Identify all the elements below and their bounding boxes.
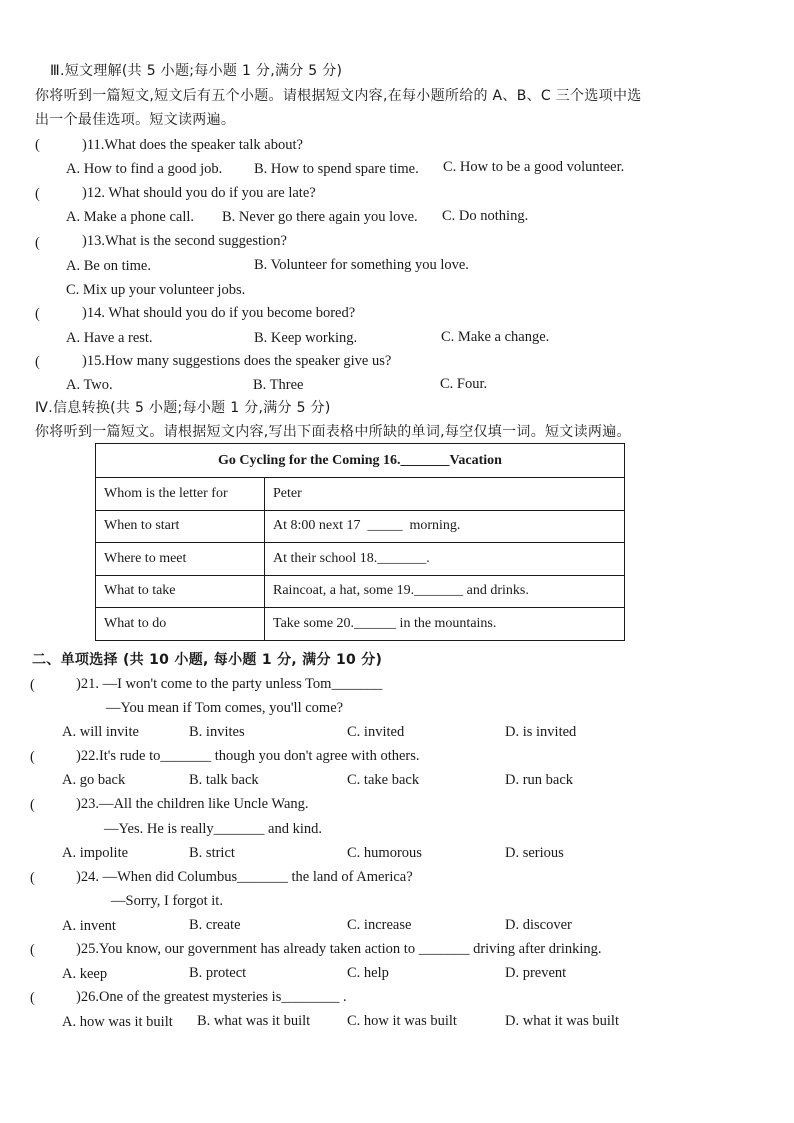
q22-option-d[interactable]: D. run back — [505, 772, 574, 788]
q26-option-c[interactable]: C. how it was built — [347, 1013, 457, 1029]
question-26: )26.One of the greatest mysteries is________ . — [76, 989, 347, 1005]
question-21: )21. —I won't come to the party unless Tom_______ — [76, 676, 383, 692]
table-title: Go Cycling for the Coming 16._______Vacation — [96, 444, 625, 478]
q25-option-c[interactable]: C. help — [347, 965, 389, 981]
row-value: Peter — [265, 478, 625, 511]
row-label: What to take — [96, 575, 265, 608]
q14-option-b[interactable]: B. Keep working. — [254, 330, 358, 346]
part3-heading: Ⅲ.短文理解(共 5 小题;每小题 1 分,满分 5 分) — [50, 63, 343, 79]
answer-bracket[interactable]: ( — [30, 797, 35, 813]
question-15: )15.How many suggestions does the speaker give us? — [82, 353, 392, 369]
question-23: )23.—All the children like Uncle Wang. — [76, 796, 309, 812]
q21-option-b[interactable]: B. invites — [189, 724, 245, 740]
row-value[interactable]: At 8:00 next 17 _____ morning. — [265, 510, 625, 543]
q11-option-b[interactable]: B. How to spend spare time. — [254, 161, 419, 177]
info-table — [95, 443, 625, 641]
question-12: )12. What should you do if you are late? — [82, 185, 316, 201]
question-22: )22.It's rude to_______ though you don't agree with others. — [76, 748, 420, 764]
q24-option-d[interactable]: D. discover — [505, 917, 572, 933]
q13-option-a[interactable]: A. Be on time. — [66, 258, 151, 274]
q11-option-a[interactable]: A. How to find a good job. — [66, 161, 223, 177]
table-row — [96, 608, 625, 641]
question-11: )11.What does the speaker talk about? — [82, 137, 303, 153]
row-label: When to start — [96, 510, 265, 543]
question-21-line2: —You mean if Tom comes, you'll come? — [106, 700, 344, 716]
q23-option-d[interactable]: D. serious — [505, 845, 564, 861]
q22-option-a[interactable]: A. go back — [62, 772, 126, 788]
q14-option-c[interactable]: C. Make a change. — [441, 329, 550, 345]
q11-option-c[interactable]: C. How to be a good volunteer. — [443, 159, 625, 175]
q13-option-b[interactable]: B. Volunteer for something you love. — [254, 257, 469, 273]
row-value[interactable]: At their school 18._______. — [265, 543, 625, 576]
q23-option-a[interactable]: A. impolite — [62, 845, 129, 861]
q26-option-b[interactable]: B. what was it built — [197, 1013, 311, 1029]
table-row — [96, 575, 625, 608]
row-value[interactable]: Raincoat, a hat, some 19._______ and drinks. — [265, 575, 625, 608]
q15-option-b[interactable]: B. Three — [253, 377, 304, 393]
row-value[interactable]: Take some 20.______ in the mountains. — [265, 608, 625, 641]
part3-instructions-line1: 你将听到一篇短文,短文后有五个小题。请根据短文内容,在每小题所给的 A、B、C 三个选项中选 — [35, 88, 642, 104]
row-label: Whom is the letter for — [96, 478, 265, 511]
q15-option-a[interactable]: A. Two. — [66, 377, 113, 393]
answer-bracket[interactable]: ( — [35, 186, 40, 202]
answer-bracket[interactable]: ( — [35, 137, 40, 153]
q14-option-a[interactable]: A. Have a rest. — [66, 330, 153, 346]
answer-bracket[interactable]: ( — [35, 235, 40, 251]
q12-option-b[interactable]: B. Never go there again you love. — [222, 209, 418, 225]
table-row — [96, 543, 625, 576]
q23-option-c[interactable]: C. humorous — [347, 845, 422, 861]
question-13: )13.What is the second suggestion? — [82, 233, 287, 249]
q15-option-c[interactable]: C. Four. — [440, 376, 488, 392]
section2-heading: 二、单项选择 (共 10 小题, 每小题 1 分, 满分 10 分) — [32, 652, 383, 668]
table-row — [96, 510, 625, 543]
q24-option-b[interactable]: B. create — [189, 917, 241, 933]
part3-instructions-line2: 出一个最佳选项。短文读两遍。 — [35, 112, 236, 128]
q25-option-d[interactable]: D. prevent — [505, 965, 567, 981]
question-23-line2: —Yes. He is really_______ and kind. — [104, 821, 323, 837]
question-24: )24. —When did Columbus_______ the land of America? — [76, 869, 413, 885]
q22-option-b[interactable]: B. talk back — [189, 772, 259, 788]
answer-bracket[interactable]: ( — [30, 942, 35, 958]
q25-option-b[interactable]: B. protect — [189, 965, 247, 981]
q22-option-c[interactable]: C. take back — [347, 772, 420, 788]
answer-bracket[interactable]: ( — [30, 749, 35, 765]
q12-option-a[interactable]: A. Make a phone call. — [66, 209, 195, 225]
question-14: )14. What should you do if you become bored? — [82, 305, 356, 321]
question-25: )25.You know, our government has already taken action to _______ driving after drinking. — [76, 941, 602, 957]
answer-bracket[interactable]: ( — [35, 306, 40, 322]
answer-bracket[interactable]: ( — [35, 354, 40, 370]
answer-bracket[interactable]: ( — [30, 677, 35, 693]
table-row — [96, 478, 625, 511]
part4-heading: Ⅳ.信息转换(共 5 小题;每小题 1 分,满分 5 分) — [35, 400, 331, 416]
q23-option-b[interactable]: B. strict — [189, 845, 235, 861]
answer-bracket[interactable]: ( — [30, 870, 35, 886]
question-24-line2: —Sorry, I forgot it. — [111, 893, 223, 909]
q26-option-a[interactable]: A. how was it built — [62, 1014, 173, 1030]
q12-option-c[interactable]: C. Do nothing. — [442, 208, 529, 224]
q24-option-a[interactable]: A. invent — [62, 918, 116, 934]
q24-option-c[interactable]: C. increase — [347, 917, 412, 933]
q26-option-d[interactable]: D. what it was built — [505, 1013, 619, 1029]
q21-option-a[interactable]: A. will invite — [62, 724, 139, 740]
row-label: What to do — [96, 608, 265, 641]
q13-option-c[interactable]: C. Mix up your volunteer jobs. — [66, 282, 246, 298]
part4-instructions: 你将听到一篇短文。请根据短文内容,写出下面表格中所缺的单词,每空仅填一词。短文读两遍。 — [35, 424, 631, 440]
q21-option-d[interactable]: D. is invited — [505, 724, 577, 740]
row-label: Where to meet — [96, 543, 265, 576]
q21-option-c[interactable]: C. invited — [347, 724, 405, 740]
answer-bracket[interactable]: ( — [30, 990, 35, 1006]
q25-option-a[interactable]: A. keep — [62, 966, 108, 982]
